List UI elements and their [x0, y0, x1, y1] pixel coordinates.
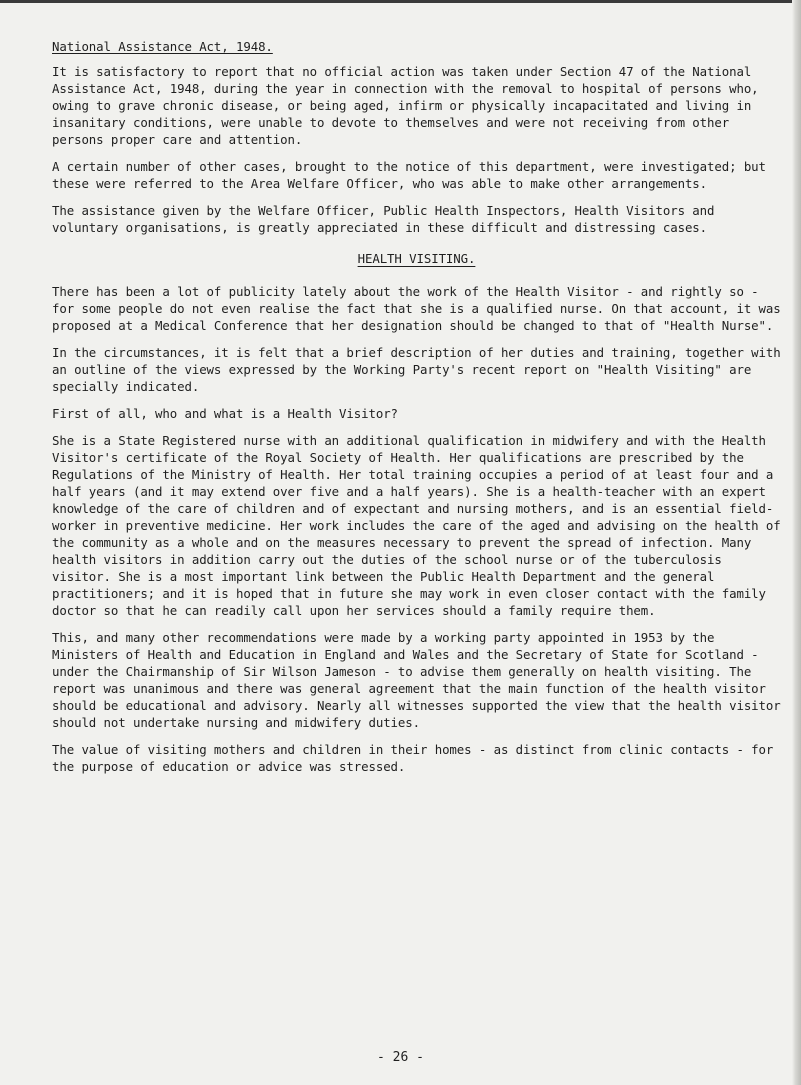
paragraph-description: She is a State Registered nurse with an additional qualification in midwifery and with the Health Visitor's certificate of the Royal Society of Health. Her qualifications are prescribed by the Regulations of the Ministry of Health. Her total training occupies a period of at least four and a half years (and it may extend over five and a half years). She is a health-teacher with an expert knowledge of the care of children and of expectant and nursing mothers, and is an essential field-worker in preventive medicine. Her work includes the care of the aged and advising on the health of the community as a whole and on the measures necessary to prevent the spread of infection. Many health visitors in addition carry out the duties of the school nurse or of the tuberculosis visitor. She is a most important link between the Public Health Department and the general practitioners; and it is hoped that in future she may work in even closer contact with the family doctor so that he can readily call upon her services should a family require them. — [52, 433, 781, 618]
paragraph-publicity: There has been a lot of publicity lately about the work of the Health Visitor - and rightly so - for some people do not even realise the fact that she is a qualified nurse. On that account, it was proposed at a Medical Conference that her designation should be changed to that of "Health Nurse". — [52, 284, 781, 333]
paragraph-recommendations: This, and many other recommendations were made by a working party appointed in 1953 by the Ministers of Health and Education in England and Wales and the Secretary of State for Scotland - under the Chairmanship of Sir Wilson Jameson - to advise them generally on health visiting. The report was unanimous and there was general agreement that the main function of the health visitor should be educational and advisory. Nearly all witnesses supported the view that the health visitor should not undertake nursing and midwifery duties. — [52, 630, 781, 730]
paragraph-circumstances: In the circumstances, it is felt that a brief description of her duties and training, together with an outline of the views expressed by the Working Party's recent report on "Health Visiting" are specially indicated. — [52, 345, 781, 394]
section-heading: HEALTH VISITING. — [357, 251, 476, 266]
paragraph-value-of-visiting: The value of visiting mothers and children in their homes - as distinct from clinic contacts - for the purpose of education or advice was stressed. — [52, 742, 774, 774]
page-number: - 26 - — [377, 1050, 424, 1065]
running-head: National Assistance Act, 1948. — [52, 39, 273, 54]
question-line: First of all, who and what is a Health Visitor? — [52, 406, 398, 421]
paragraph-assistance: The assistance given by the Welfare Officer, Public Health Inspectors, Health Visitors and voluntary organisations, is greatly appreciated in these difficult and distressing cases. — [52, 203, 715, 235]
paragraph-other-cases: A certain number of other cases, brought to the notice of this department, were investigated; but these were referred to the Area Welfare Officer, who was able to make other arrangements. — [52, 159, 766, 191]
paragraph-section-47: It is satisfactory to report that no official action was taken under Section 47 of the National Assistance Act, 1948, during the year in connection with the removal to hospital of persons who, owing to grave chronic disease, or being aged, infirm or physically incapacitated and living in insanitary conditions, were unable to devote to themselves and were not receiving from other persons proper care and attention. — [52, 64, 759, 147]
